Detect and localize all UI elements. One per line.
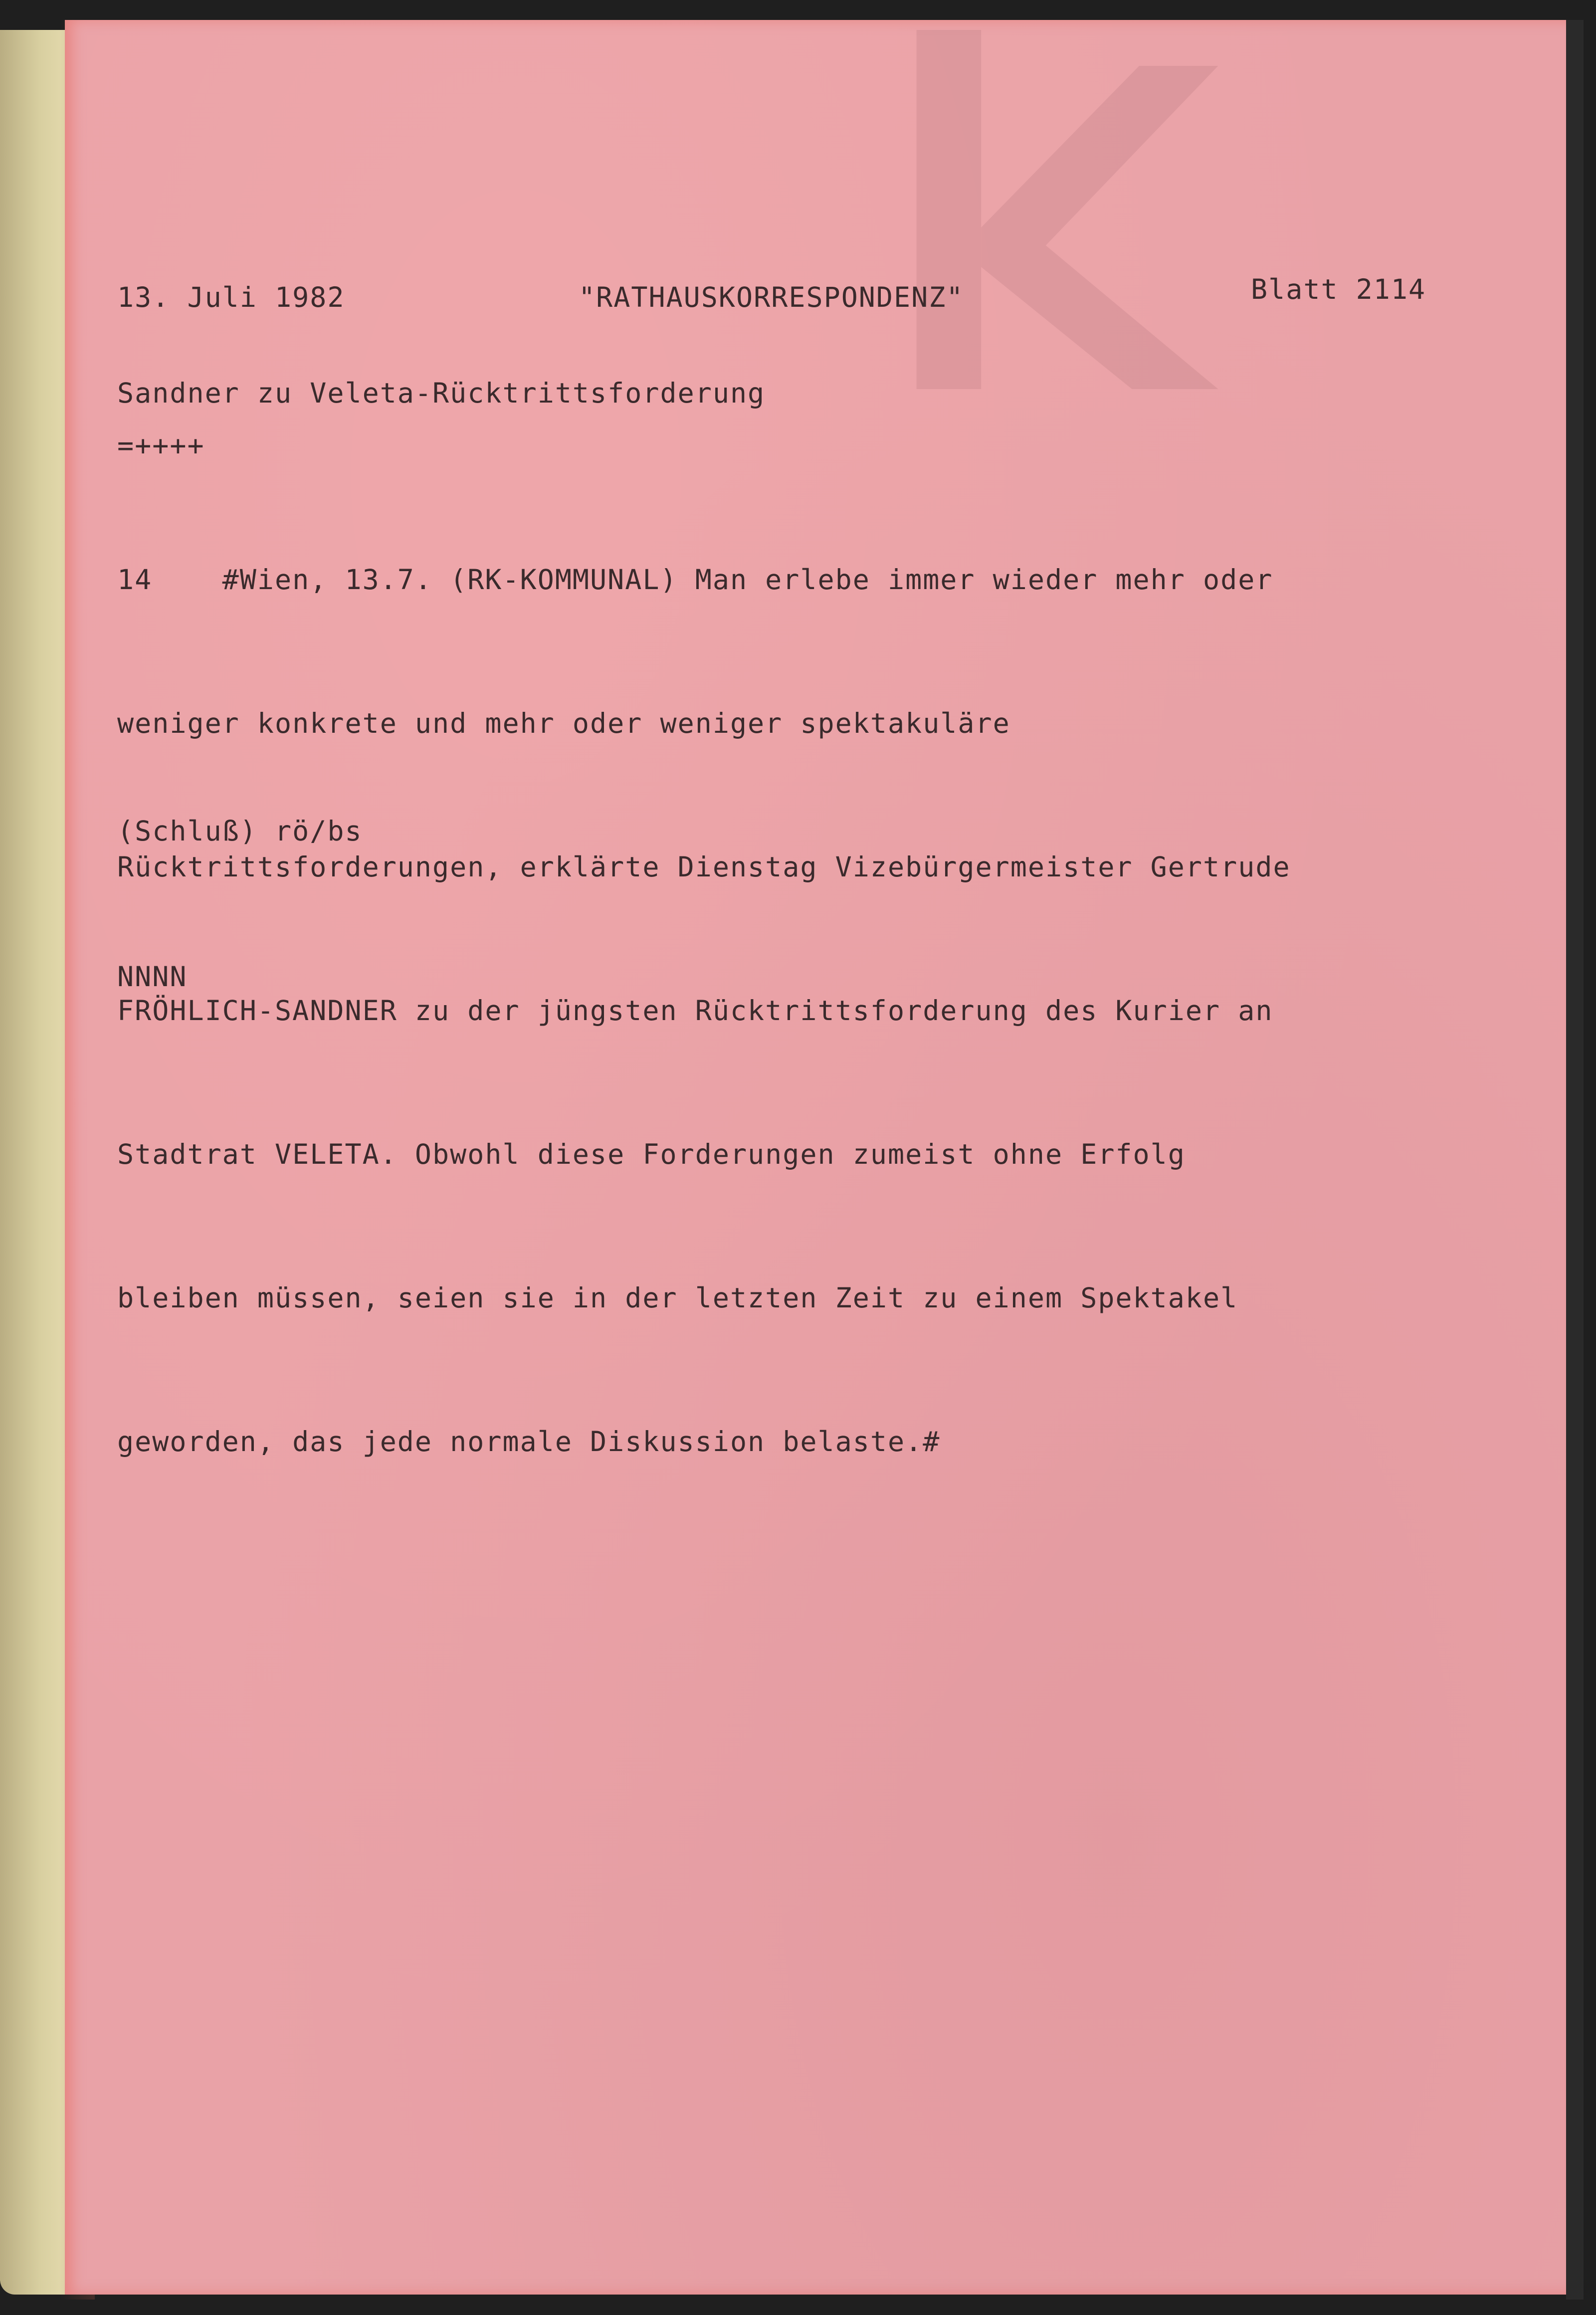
body-line: Stadtrat VELETA. Obwohl diese Forderungen zumeist ohne Erfolg — [117, 1138, 1186, 1170]
body-line: Rücktrittsforderungen, erklärte Dienstag Vizebürgermeister Gertrude — [117, 851, 1291, 883]
bleed-through-logo-icon — [888, 30, 1247, 389]
scanner-border-right — [1566, 20, 1584, 2300]
article-headline: Sandner zu Veleta-Rücktrittsforderung — [117, 377, 766, 409]
body-line: 14 #Wien, 13.7. (RK-KOMMUNAL) Man erlebe immer wieder mehr oder — [117, 564, 1273, 596]
body-line: FRÖHLICH-SANDNER zu der jüngsten Rücktrittsforderung des Kurier an — [117, 995, 1273, 1027]
article-sign-off: (Schluß) rö/bs — [117, 815, 363, 847]
header-publication: "RATHAUSKORRESPONDENZ" — [579, 281, 964, 313]
end-marker: NNNN — [117, 961, 188, 993]
header-date: 13. Juli 1982 — [117, 281, 345, 313]
body-line: bleiben müssen, seien sie in der letzten Zeit zu einem Spektakel — [117, 1282, 1238, 1314]
body-line: geworden, das jede normale Diskussion belaste.# — [117, 1426, 941, 1458]
article-body — [117, 460, 1291, 1513]
body-line: weniger konkrete und mehr oder weniger spektakuläre — [117, 707, 1010, 739]
headline-separator: =++++ — [117, 429, 205, 461]
header-sheet-number: Blatt 2114 — [1251, 273, 1426, 305]
